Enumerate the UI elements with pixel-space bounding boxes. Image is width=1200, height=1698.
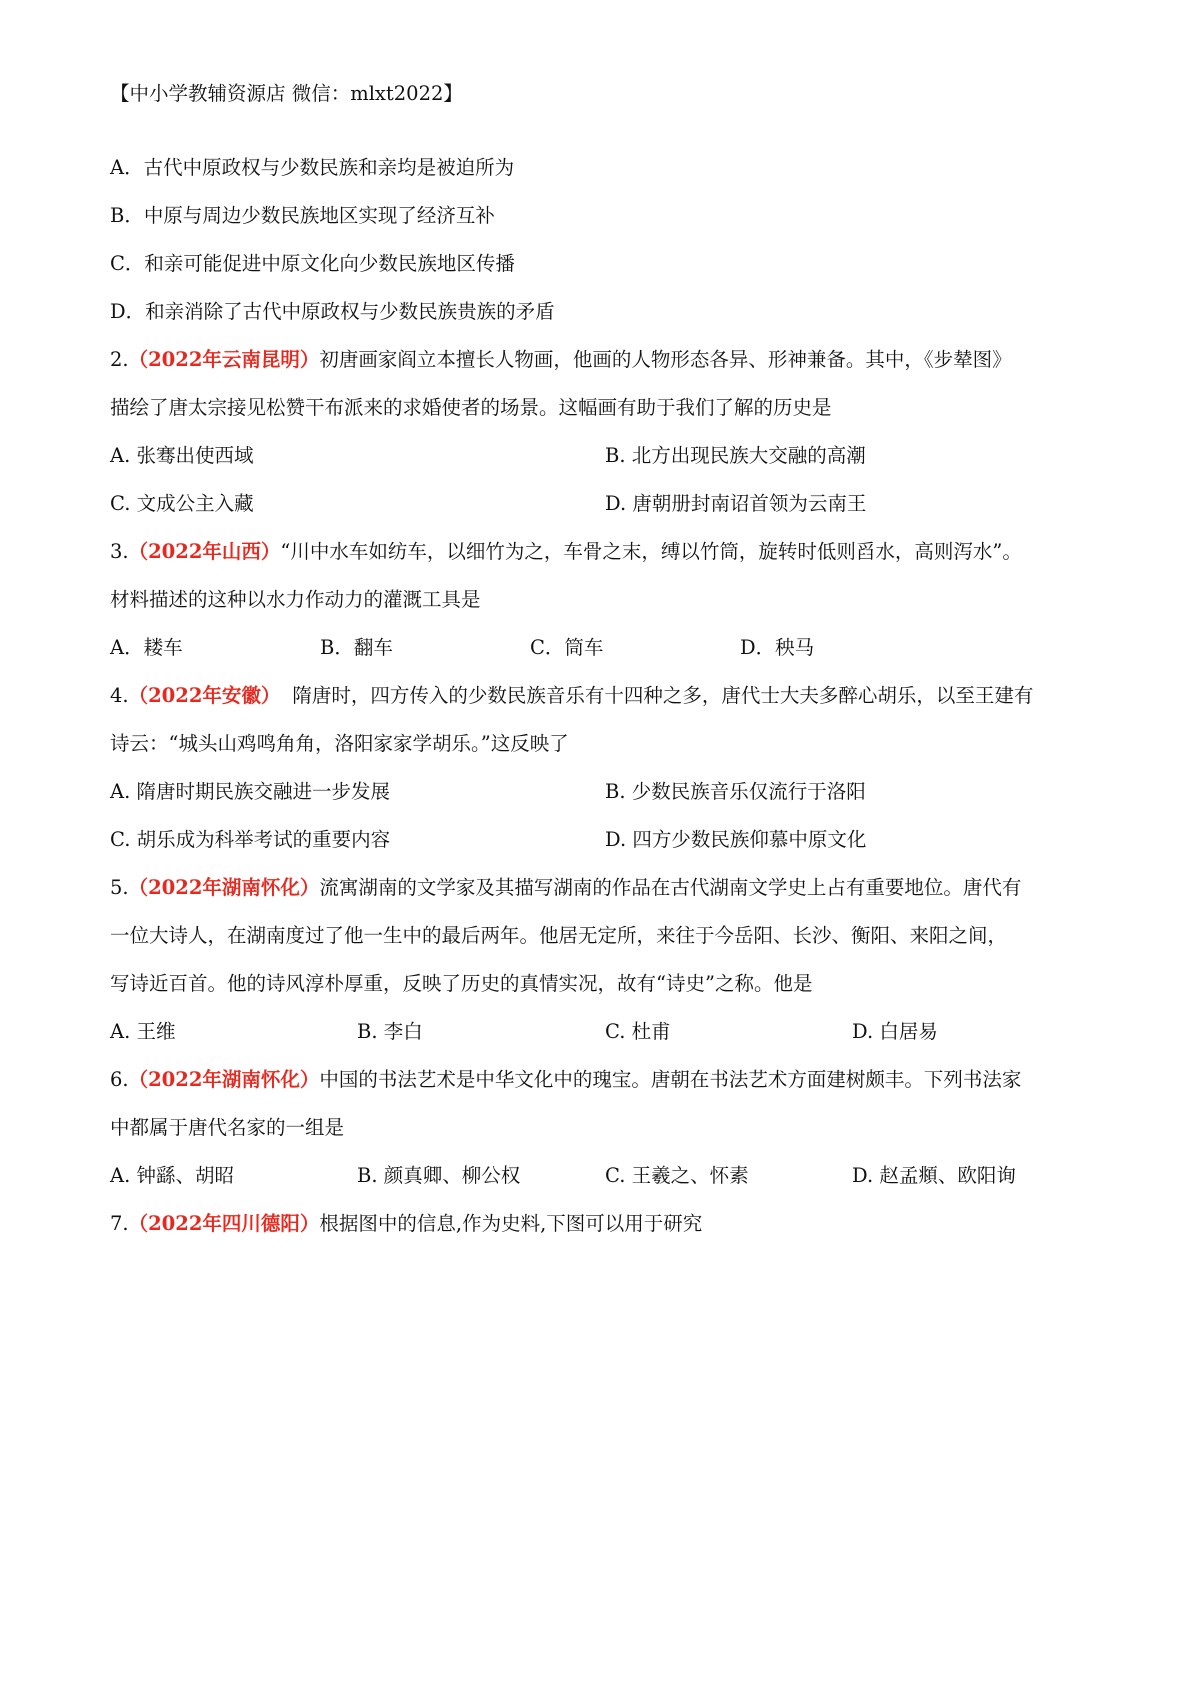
q3-option-a: A．耧车: [110, 636, 183, 659]
q6-option-c: C. 王羲之、怀素: [605, 1164, 749, 1187]
q1-option-c: C．和亲可能促进中原文化向少数民族地区传播: [110, 252, 515, 275]
q6-source-tag: （2022年湖南怀化）: [128, 1068, 320, 1091]
q6-option-a: A. 钟繇、胡昭: [110, 1164, 234, 1187]
q2-option-c: C. 文成公主入藏: [110, 492, 254, 515]
q2-stem-line2: 描绘了唐太宗接见松赞干布派来的求婚使者的场景。这幅画有助于我们了解的历史是: [110, 396, 832, 419]
q1-option-a: A．古代中原政权与少数民族和亲均是被迫所为: [110, 156, 515, 179]
q5-stem-line1: [110, 874, 1021, 902]
q5-stem-line3: 写诗近百首。他的诗风淳朴厚重，反映了历史的真情实况，故有“诗史”之称。他是: [110, 972, 813, 995]
q5-source-tag: （2022年湖南怀化）: [128, 876, 320, 899]
q7-source-tag: （2022年四川德阳）: [128, 1212, 320, 1235]
header-source: 【中小学教辅资源店 微信：mlxt2022】: [110, 82, 463, 105]
q5-stem-text: 流寓湖南的文学家及其描写湖南的作品在古代湖南文学史上占有重要地位。唐代有: [319, 876, 1022, 899]
q3-stem-line1: [110, 538, 1022, 566]
q2-option-d: D. 唐朝册封南诏首领为云南王: [605, 492, 867, 515]
q2-stem-text: 初唐画家阎立本擅长人物画，他画的人物形态各异、形神兼备。其中，《步辇图》: [319, 348, 1012, 371]
q3-number: 3.: [110, 540, 129, 563]
q5-option-a: A. 王维: [110, 1020, 176, 1043]
q3-option-c: C．筒车: [530, 636, 604, 659]
q4-stem-text: 隋唐时，四方传入的少数民族音乐有十四种之多，唐代士大夫多醉心胡乐，以至王建有: [292, 684, 1034, 707]
q3-source-tag: （2022年山西）: [128, 540, 281, 563]
q5-option-c: C. 杜甫: [605, 1020, 671, 1043]
q6-number: 6.: [110, 1068, 129, 1091]
q2-stem-line1: [110, 346, 1012, 374]
q6-option-d: D. 赵孟頫、欧阳询: [852, 1164, 1016, 1187]
q4-stem-line2: 诗云：“城头山鸡鸣角角，洛阳家家学胡乐。”这反映了: [110, 732, 569, 755]
q6-stem-text: 中国的书法艺术是中华文化中的瑰宝。唐朝在书法艺术方面建树颇丰。下列书法家: [319, 1068, 1022, 1091]
q3-stem-text: “川中水车如纺车，以细竹为之，车骨之末，缚以竹筒，旋转时低则舀水，高则泻水”。: [280, 540, 1022, 563]
q6-stem-line2: 中都属于唐代名家的一组是: [110, 1116, 345, 1139]
q2-option-a: A. 张骞出使西域: [110, 444, 254, 467]
q5-option-b: B. 李白: [357, 1020, 423, 1043]
q6-option-b: B. 颜真卿、柳公权: [357, 1164, 521, 1187]
q7-number: 7.: [110, 1212, 129, 1235]
q4-option-c: C. 胡乐成为科举考试的重要内容: [110, 828, 391, 851]
q4-stem-line1: [110, 682, 1033, 710]
q4-option-d: D. 四方少数民族仰慕中原文化: [605, 828, 867, 851]
q2-option-b: B. 北方出现民族大交融的高潮: [605, 444, 866, 467]
q1-option-b: B．中原与周边少数民族地区实现了经济互补: [110, 204, 495, 227]
q2-source-tag: （2022年云南昆明）: [128, 348, 320, 371]
q6-stem-line1: [110, 1066, 1021, 1094]
q5-option-d: D. 白居易: [852, 1020, 938, 1043]
q7-stem-line1: [110, 1210, 702, 1238]
q4-source-tag: （2022年安徽）: [128, 684, 281, 707]
q5-stem-line2: 一位大诗人，在湖南度过了他一生中的最后两年。他居无定所，来往于今岳阳、长沙、衡阳、来阳之间，: [110, 924, 1008, 947]
q2-number: 2.: [110, 348, 129, 371]
q1-option-d: D．和亲消除了古代中原政权与少数民族贵族的矛盾: [110, 300, 555, 323]
q4-number: 4.: [110, 684, 129, 707]
q3-option-d: D．秧马: [740, 636, 815, 659]
q4-option-a: A. 隋唐时期民族交融进一步发展: [110, 780, 390, 803]
q7-stem-text: 根据图中的信息,作为史料,下图可以用于研究: [319, 1212, 703, 1235]
q5-number: 5.: [110, 876, 129, 899]
q3-option-b: B．翻车: [320, 636, 393, 659]
q3-stem-line2: 材料描述的这种以水力作动力的灌溉工具是: [110, 588, 481, 611]
q4-option-b: B. 少数民族音乐仅流行于洛阳: [605, 780, 866, 803]
